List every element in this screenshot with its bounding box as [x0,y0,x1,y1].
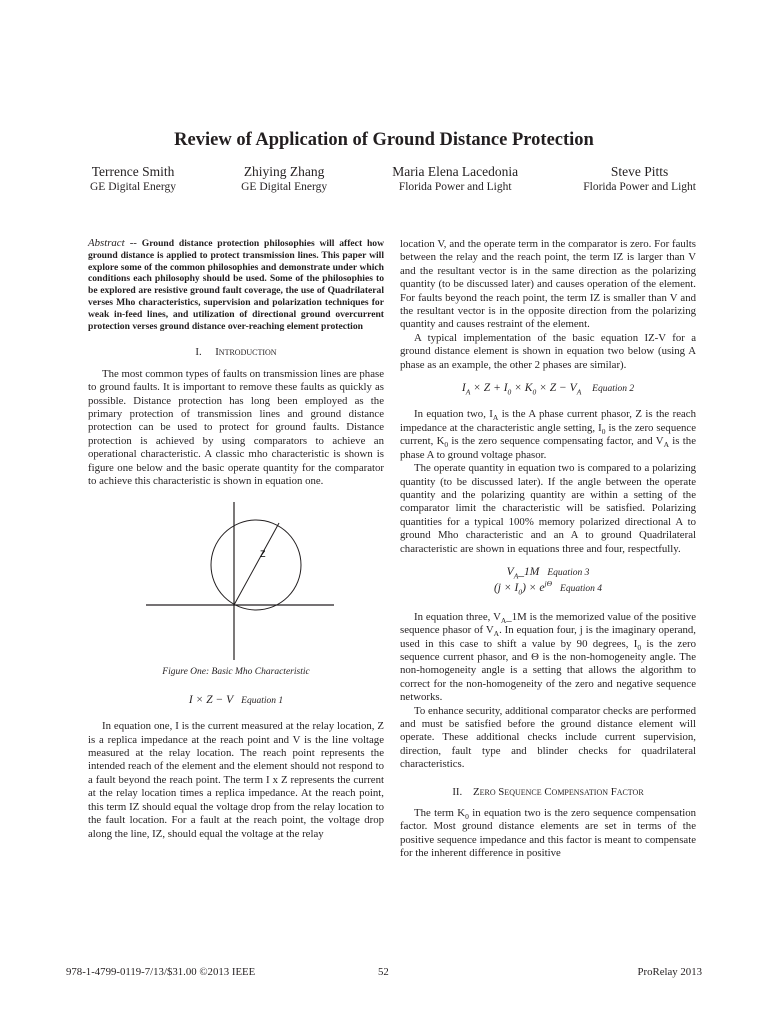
author-name: Maria Elena Lacedonia [392,164,519,179]
figure-mho-characteristic [88,496,384,666]
author-4 [583,164,696,195]
equation-1: I × Z − V Equation 1 [188,693,284,706]
author-1 [90,164,176,195]
abstract-text: Ground distance protection philosophies will affect how ground distance is applied to protect transmission lines. This paper will explore some of the common philosophies and demonstrate under which conditions each philosophy should be used. Some of the philosophies to be explored are resistive ground fault coverage, the use of Quadrilateral verses Mho characteristics, supervision and polarization techniques for weak in-feed lines, and utilization of directional ground overcurrent protection verses ground distance over-reaching element protection [88,238,385,332]
intro-paragraph-8: To enhance security, additional comparator checks are performed and must be satisfied before the ground distance element will operate. These additional checks include current supervision, direction, fault type and blinder checks for quadrilateral characteristics. [400,704,696,771]
figure-caption: Figure One: Basic Mho Characteristic [162,667,310,678]
author-affiliation: Florida Power and Light [398,181,512,193]
intro-paragraph-2: In equation one, I is the current measured at the relay location, Z is a replica impedance at the reach point and V is the line voltage measured at the relay location. The reach point represents the intended reach of the element and the element should not respond to a fault beyond the reach point. The term I x Z represents the current at the relay location times a replica impedance. At the reach point, this term IZ should equal the voltage drop from the relay location to the fault location. For a fault at the reach point, the voltage drop along the line, IZ, should equal the voltage at the relay [88,720,384,840]
intro-paragraph-7: In equation three, $V_A\_1M$ is the memorized value of the positive sequence phasor of $V_A$. In equation four, j is the imaginary operand, used in this case to shift a value by 90 degrees, $I_0$ is the zero sequence current phasor, and Θ is the non-homogeneity angle. The non-homogeneity angle is a setting that allows the algorithm to correct for the non-homogeneity of the zero and negative sequence networks. [400,610,696,704]
left-column [88,238,384,841]
author-2 [241,164,327,195]
author-name: Zhiying Zhang [243,164,325,179]
intro-paragraph-3: location V, and the operate term in the comparator is zero. For faults between the relay and the reach point, the term IZ is larger than V and the resultant vector is in the same direction as the polarizing quantity (to be discussed later) and causes operation of the element. For faults beyond the reach point, the term IZ is smaller than V and the resultant vector is in the opposite direction from the polarizing quantity and causes restraint of the element. [400,238,696,331]
intro-paragraph-1: The most common types of faults on transmission lines are phase to ground faults. It is important to remove these faults as quickly as possible. Distance protection has long been employed as the primary protection of transmission lines and ground distance protection can be used to protect for ground faults. Distance protection is achieved by using comparators to achieve an operational characteristic. A classic mho characteristic is shown is figure one below and the basic operate quantity for the comparator to achieve this characteristic is shown in equation one. [88,367,384,488]
reach-label: Z [260,549,266,560]
page-number: 52 [378,966,389,978]
right-column [400,238,696,861]
section-heading-introduction: I. Introduction [195,346,277,359]
author-name: Terrence Smith [91,164,175,179]
mho-diagram [88,496,384,666]
author-name: Steve Pitts [610,164,669,179]
intro-paragraph-5: In equation two, $I_A$ is the A phase current phasor, Z is the reach impedance at the characteristic angle setting, $I_0$ is the zero sequence current, $K_0$ is the zero sequence compensating factor, and $V_A$ is the phase A to ground voltage phasor. [400,408,696,461]
equation-2: $I_A \times Z + I_0 \times K_0 \times Z - V_A$ Equation 2 [461,382,635,397]
footer-copyright: 978-1-4799-0119-7/13/$31.00 ©2013 IEEE [66,966,256,978]
intro-paragraph-6: The operate quantity in equation two is compared to a polarizing quantity (to be discussed later). If the angle between the operate quantity and the polarizing quantity are within a setting of the comparator limit the characteristic will be satisfied. Polarizing quantities for a typical 100% memory polarized directional A to ground Mho characteristic and an A to ground Quadrilateral characteristic are shown in equations three and four, respectfully. [400,462,696,555]
section-heading-zero-sequence: II. Zero Sequence Compensation Factor [452,785,644,798]
author-affiliation: GE Digital Energy [241,181,328,193]
equation-3: $V_A\_1M$ Equation 3 [506,565,590,581]
author-affiliation: GE Digital Energy [90,181,177,193]
author-list [90,164,696,195]
abstract [88,238,384,332]
reach-vector [234,523,279,605]
equation-4: $(j \times I_0)$ × $e^{j\Theta}Equation$ 4 [493,579,603,597]
footer-conference: ProRelay 2013 [637,966,702,978]
author-affiliation: Florida Power and Light [583,181,696,193]
intro-paragraph-4: A typical implementation of the basic equation IZ-V for a ground distance element is shown in equation two below (using A phase as an example, the other 2 phases are similar). [400,331,696,371]
zero-sequence-paragraph-1: The term $K_0$ in equation two is the zero sequence compensation factor. Most ground distance elements are set in terms of the positive sequence impedance and this factor is meant to compensate for the inherent difference in positive [400,807,696,860]
author-3 [392,164,518,195]
abstract-lead: Abstract -- [88,237,137,249]
paper-title: Review of Application of Ground Distance Protection [174,130,594,150]
